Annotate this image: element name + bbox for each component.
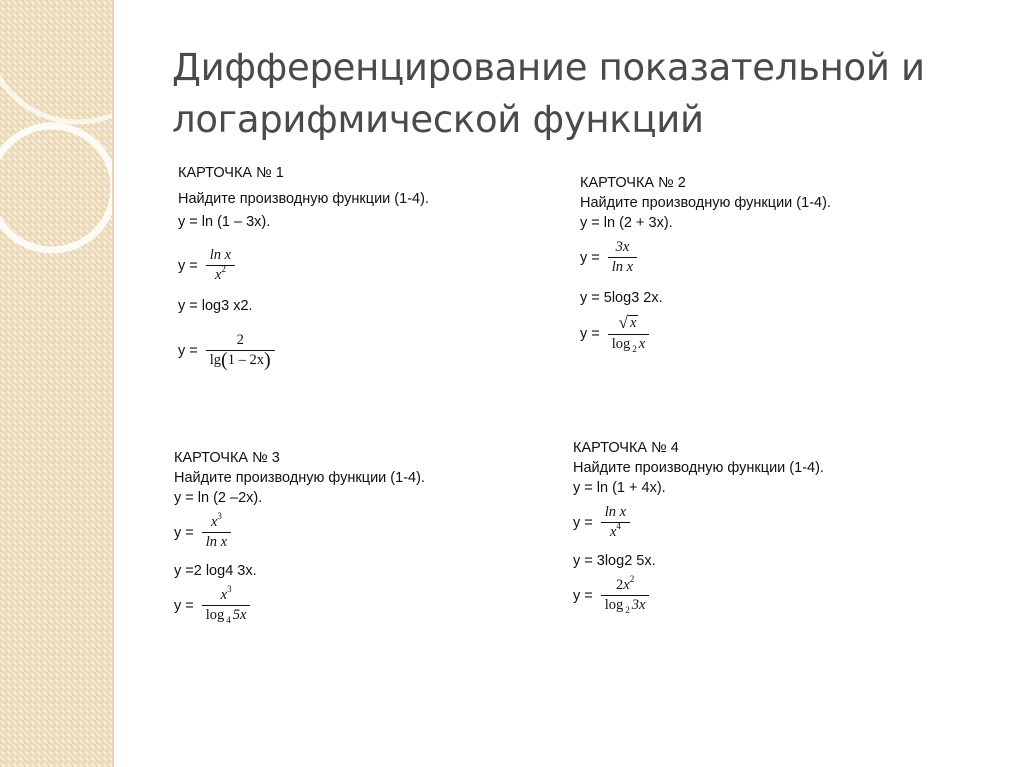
fraction xyxy=(608,314,649,353)
fraction xyxy=(202,584,251,625)
fraction-denominator: ln x xyxy=(611,259,634,275)
formula-y-label: y = xyxy=(174,597,194,614)
formula-1: y = ln (1 + 4x). xyxy=(573,480,666,496)
square-root: √ x xyxy=(618,313,637,332)
card-heading: КАРТОЧКА № 3 xyxy=(174,450,280,466)
card-task: Найдите производную функции (1-4). xyxy=(580,195,831,211)
formula-4 xyxy=(573,574,824,615)
fraction xyxy=(601,574,650,615)
fraction-denominator: log $_2$ x xyxy=(611,336,646,354)
fraction xyxy=(206,247,235,284)
formula-y-label: y = xyxy=(573,587,593,604)
formula-2 xyxy=(178,247,429,284)
fraction-denominator: $x^4$ xyxy=(609,521,621,540)
fraction-numerator: 3x xyxy=(615,239,630,255)
formula-1: y = ln (2 + 3x). xyxy=(580,215,673,231)
card-heading: КАРТОЧКА № 2 xyxy=(580,175,686,191)
fraction-numerator: $x^3$ xyxy=(220,584,232,603)
side-band-edge xyxy=(112,0,114,767)
fraction-denominator: lg(1 – 2x) xyxy=(209,349,271,371)
fraction-denominator: ln x xyxy=(205,534,228,550)
formula-2 xyxy=(174,511,425,551)
decorative-side-band xyxy=(0,0,112,767)
formula-4 xyxy=(178,332,429,369)
fraction-numerator: ln x xyxy=(209,247,232,263)
formula-4 xyxy=(174,584,425,625)
formula-3: y = 5log3 2x. xyxy=(580,290,663,306)
formula-y-label: y = xyxy=(580,249,600,266)
formula-y-label: y = xyxy=(178,257,198,274)
slide-title-line-1: Дифференцирование показательной и xyxy=(172,46,925,89)
formula-2 xyxy=(580,239,831,276)
fraction-denominator: $x^2$ xyxy=(214,264,226,283)
formula-4 xyxy=(580,314,831,353)
slide-title xyxy=(172,42,992,146)
fraction xyxy=(601,504,630,541)
card-task: Найдите производную функции (1-4). xyxy=(174,470,425,486)
formula-y-label: y = xyxy=(580,325,600,342)
fraction-numerator: $x^3$ xyxy=(210,511,222,530)
card-1 xyxy=(178,163,429,369)
fraction-numerator: 2 xyxy=(236,332,244,348)
fraction xyxy=(202,511,231,551)
fraction xyxy=(206,332,275,369)
fraction-denominator: log $_4$ 5x xyxy=(205,607,247,625)
formula-3: y = log3 x2. xyxy=(178,298,253,314)
card-2 xyxy=(580,173,831,353)
card-task: Найдите производную функции (1-4). xyxy=(178,191,429,207)
card-heading: КАРТОЧКА № 4 xyxy=(573,440,679,456)
card-heading: КАРТОЧКА № 1 xyxy=(178,165,284,181)
slide-title-line-2: логарифмической функций xyxy=(172,98,704,141)
formula-y-label: y = xyxy=(174,524,194,541)
fraction-numerator: ln x xyxy=(604,504,627,520)
formula-2 xyxy=(573,504,824,541)
fraction-numerator xyxy=(615,314,643,334)
card-4 xyxy=(573,438,824,614)
fraction xyxy=(608,239,637,276)
formula-y-label: y = xyxy=(573,514,593,531)
fraction-numerator: $2x^2$ xyxy=(616,574,635,593)
fraction-denominator: log $_2$ 3x xyxy=(604,597,646,615)
card-task: Найдите производную функции (1-4). xyxy=(573,460,824,476)
decorative-circles xyxy=(0,0,112,767)
formula-1: y = ln (1 – 3x). xyxy=(178,214,271,230)
formula-3: y = 3log2 5x. xyxy=(573,553,656,569)
card-3 xyxy=(174,448,425,624)
formula-3: y =2 log4 3x. xyxy=(174,563,257,579)
formula-1: y = ln (2 –2x). xyxy=(174,490,263,506)
formula-y-label: y = xyxy=(178,342,198,359)
